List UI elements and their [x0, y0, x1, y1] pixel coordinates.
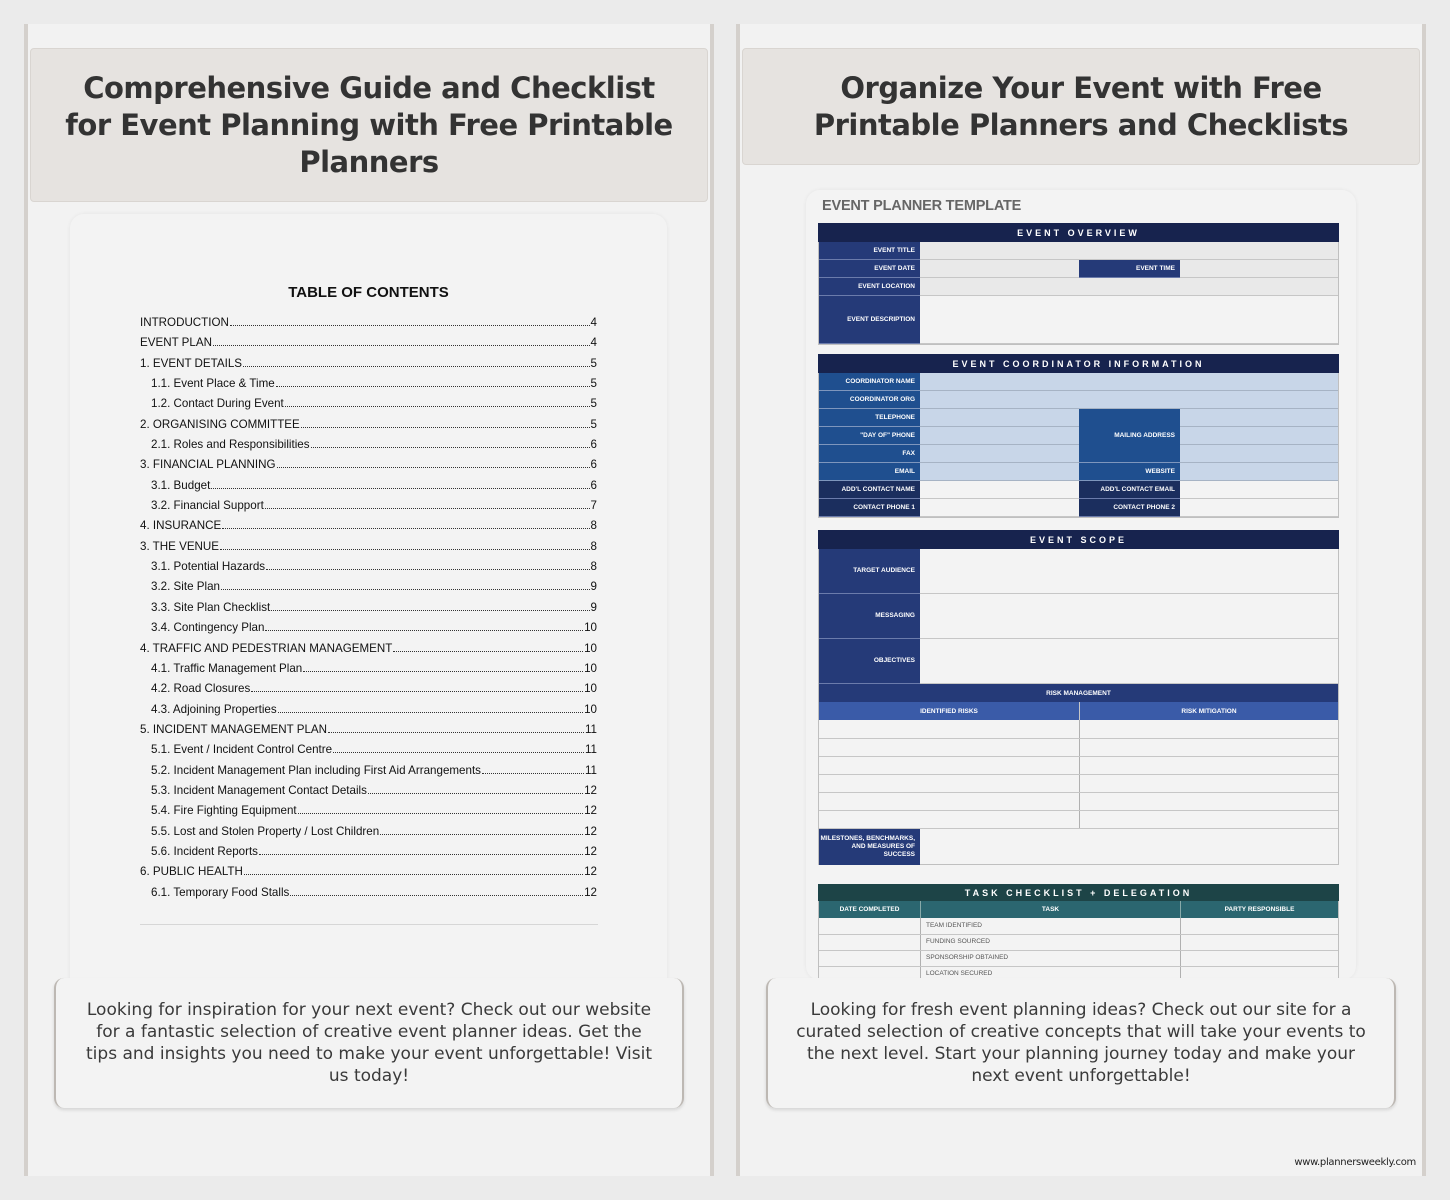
toc-leader-dots	[211, 480, 589, 489]
toc-leader-dots	[277, 459, 590, 468]
toc-entry-page: 10	[584, 661, 597, 675]
toc-entry-label: 4.1. Traffic Management Plan	[151, 661, 303, 675]
label-messaging: MESSAGING	[819, 594, 920, 639]
right-panel-title: Organize Your Event with Free Printable Planners and Checklists	[813, 70, 1349, 142]
toc-leader-dots	[285, 398, 590, 407]
toc-entry-label: 4. TRAFFIC AND PEDESTRIAN MANAGEMENT	[140, 641, 393, 655]
field-coordinator-org[interactable]	[920, 391, 1338, 409]
toc-entry-label: 4.2. Road Closures	[151, 682, 251, 696]
left-description-box	[54, 978, 684, 1108]
toc-entry-page: 12	[584, 844, 597, 858]
toc-entry[interactable]	[140, 540, 597, 560]
toc-entry-label: 5.5. Lost and Stolen Property / Lost Children	[151, 824, 380, 838]
event-scope-section	[818, 530, 1339, 865]
toc-entry-page: 7	[590, 499, 597, 513]
toc-leader-dots	[311, 439, 590, 448]
toc-entry-page: 8	[590, 539, 597, 553]
task-item: FUNDING SOURCED	[926, 938, 990, 945]
toc-leader-dots	[368, 785, 583, 794]
column-task: TASK	[920, 901, 1180, 918]
field-milestones[interactable]	[920, 829, 1338, 864]
risk-management-header: RISK MANAGEMENT	[819, 684, 1338, 702]
toc-leader-dots	[276, 378, 590, 387]
toc-entry-page: 12	[584, 783, 597, 797]
coordinator-section	[818, 354, 1339, 518]
toc-leader-dots	[230, 317, 590, 326]
field-telephone[interactable]	[920, 409, 1079, 427]
toc-entry[interactable]	[140, 682, 597, 702]
toc-leader-dots	[221, 581, 590, 590]
toc-entry[interactable]	[140, 804, 597, 824]
toc-leader-dots	[278, 704, 583, 713]
site-watermark: www.plannersweekly.com	[1294, 1157, 1416, 1168]
toc-entry-label: 3. THE VENUE	[140, 539, 220, 553]
toc-leader-dots	[265, 622, 583, 631]
toc-entry-page: 12	[584, 804, 597, 818]
label-event-title: EVENT TITLE	[819, 242, 920, 260]
field-mailing-address-2[interactable]	[1180, 427, 1338, 445]
toc-leader-dots	[244, 866, 583, 875]
field-coordinator-name[interactable]	[920, 373, 1338, 391]
right-description-box	[766, 978, 1396, 1108]
toc-entry[interactable]	[140, 438, 597, 458]
identified-risks-header: IDENTIFIED RISKS	[819, 702, 1079, 720]
toc-entry[interactable]	[140, 886, 597, 906]
toc-entry-label: 2. ORGANISING COMMITTEE	[140, 417, 300, 431]
coordinator-grid	[818, 373, 1339, 518]
toc-entry-label: 3.3. Site Plan Checklist	[151, 600, 271, 614]
toc-entry-page: 6	[590, 438, 597, 452]
field-event-time[interactable]	[1180, 260, 1338, 278]
toc-entry[interactable]	[140, 479, 597, 499]
toc-entry[interactable]	[140, 316, 597, 336]
event-overview-header: EVENT OVERVIEW	[818, 223, 1339, 242]
risk-row-line	[819, 792, 1338, 793]
label-event-date: EVENT DATE	[819, 260, 920, 278]
risk-row-line	[819, 738, 1338, 739]
toc-entry-label: 5.3. Incident Management Contact Details	[151, 783, 367, 797]
label-contact-phone-2: CONTACT PHONE 2	[1079, 499, 1180, 517]
toc-entry-page: 12	[584, 865, 597, 879]
toc-entry-page: 5	[590, 417, 597, 431]
toc-entry[interactable]	[140, 642, 597, 662]
toc-entry-page: 5	[590, 397, 597, 411]
toc-entry-label: 3.2. Financial Support	[151, 499, 264, 513]
toc-entry-label: 5. INCIDENT MANAGEMENT PLAN	[140, 722, 328, 736]
coordinator-header: EVENT COORDINATOR INFORMATION	[818, 354, 1339, 373]
field-addl-contact-email[interactable]	[1180, 481, 1338, 499]
toc-entry-page: 6	[590, 458, 597, 472]
label-event-time: EVENT TIME	[1079, 260, 1180, 278]
toc-entry-page: 10	[584, 702, 597, 716]
label-event-description: EVENT DESCRIPTION	[819, 296, 920, 344]
toc-entry[interactable]	[140, 601, 597, 621]
toc-leader-dots	[213, 337, 590, 346]
toc-entry-page: 6	[590, 478, 597, 492]
field-messaging[interactable]	[920, 594, 1338, 639]
right-panel	[736, 24, 1426, 1176]
toc-entry-label: 1.1. Event Place & Time	[151, 377, 275, 391]
label-website: WEBSITE	[1079, 463, 1180, 481]
field-target-audience[interactable]	[920, 549, 1338, 594]
risk-row-line	[819, 774, 1338, 775]
label-email: EMAIL	[819, 463, 920, 481]
toc-entry-label: 4.3. Adjoining Properties	[151, 702, 277, 716]
toc-entry-label: 2.1. Roles and Responsibilities	[151, 438, 310, 452]
task-checklist-header: TASK CHECKLIST + DELEGATION	[818, 884, 1339, 901]
label-telephone: TELEPHONE	[819, 409, 920, 427]
field-event-description[interactable]	[920, 296, 1338, 344]
event-overview-section	[818, 223, 1339, 345]
task-item: SPONSORSHIP OBTAINED	[926, 954, 1009, 961]
toc-entry-label: 5.1. Event / Incident Control Centre	[151, 743, 333, 757]
toc-entry[interactable]	[140, 336, 597, 356]
toc-entry[interactable]	[140, 743, 597, 763]
toc-leader-dots	[220, 541, 590, 550]
label-contact-phone-1: CONTACT PHONE 1	[819, 499, 920, 517]
field-objectives[interactable]	[920, 639, 1338, 684]
toc-entry-label: 3.2. Site Plan	[151, 580, 220, 594]
toc-leader-dots	[251, 683, 583, 692]
left-panel-title: Comprehensive Guide and Checklist for Event Planning with Free Printable Planners	[65, 70, 673, 179]
toc-entry[interactable]	[140, 723, 597, 743]
task-checklist-grid	[818, 901, 1339, 980]
toc-entry[interactable]	[140, 865, 597, 885]
field-mailing-address-1[interactable]	[1180, 409, 1338, 427]
label-coordinator-name: COORDINATOR NAME	[819, 373, 920, 391]
left-description: Looking for inspiration for your next event? Check out our website for a fantastic selection of creative event planner ideas. Get the tips and insights you need to make your event unforgettable! Visit us today!	[86, 1000, 652, 1086]
toc-entry-label: 6.1. Temporary Food Stalls	[151, 885, 290, 899]
task-item: TEAM IDENTIFIED	[926, 922, 982, 929]
toc-entry-page: 5	[590, 377, 597, 391]
label-fax: FAX	[819, 445, 920, 463]
toc-list	[140, 316, 597, 906]
label-milestones: MILESTONES, BENCHMARKS, AND MEASURES OF SUCCESS	[819, 829, 920, 865]
toc-entry-page: 5	[590, 356, 597, 370]
left-title-box	[30, 48, 708, 202]
toc-entry[interactable]	[140, 621, 597, 641]
event-overview-grid	[818, 242, 1339, 345]
toc-leader-dots	[266, 561, 589, 570]
column-date-completed: DATE COMPLETED	[819, 901, 920, 918]
left-panel	[24, 24, 714, 1176]
toc-entry[interactable]	[140, 418, 597, 438]
field-email[interactable]	[920, 463, 1079, 481]
field-fax[interactable]	[920, 445, 1079, 463]
label-addl-contact-email: ADD'L CONTACT EMAIL	[1079, 481, 1180, 499]
template-title: EVENT PLANNER TEMPLATE	[822, 198, 1022, 214]
toc-entry-label: 3. FINANCIAL PLANNING	[140, 458, 276, 472]
toc-leader-dots	[380, 826, 583, 835]
label-target-audience: TARGET AUDIENCE	[819, 549, 920, 594]
toc-entry-label: 4. INSURANCE	[140, 519, 222, 533]
toc-entry-label: 6. PUBLIC HEALTH	[140, 865, 243, 879]
risk-mitigation-header: RISK MITIGATION	[1079, 702, 1338, 720]
task-col-divider	[920, 918, 921, 980]
task-col-divider	[1180, 918, 1181, 980]
toc-entry[interactable]	[140, 784, 597, 804]
toc-entry[interactable]	[140, 662, 597, 682]
toc-entry-page: 11	[584, 763, 597, 777]
label-event-location: EVENT LOCATION	[819, 278, 920, 296]
toc-leader-dots	[265, 500, 590, 509]
toc-entry-page: 11	[584, 722, 597, 736]
toc-entry-page: 10	[584, 682, 597, 696]
toc-entry[interactable]	[140, 397, 597, 417]
toc-entry-page: 4	[590, 336, 597, 350]
toc-entry-page: 11	[584, 743, 597, 757]
field-addl-contact-name[interactable]	[920, 481, 1079, 499]
event-scope-header: EVENT SCOPE	[818, 530, 1339, 549]
field-day-of-phone[interactable]	[920, 427, 1079, 445]
toc-entry[interactable]	[140, 458, 597, 478]
toc-entry[interactable]	[140, 499, 597, 519]
toc-entry-label: 3.1. Budget	[151, 478, 211, 492]
toc-entry-page: 9	[590, 600, 597, 614]
toc-entry-page: 10	[584, 621, 597, 635]
toc-leader-dots	[259, 846, 583, 855]
toc-document[interactable]	[70, 214, 667, 994]
toc-entry[interactable]	[140, 377, 597, 397]
toc-leader-dots	[222, 520, 589, 529]
risk-row-line	[819, 756, 1338, 757]
field-event-location[interactable]	[920, 278, 1338, 296]
toc-entry[interactable]	[140, 764, 597, 784]
toc-leader-dots	[290, 887, 583, 896]
toc-entry-label: 3.1. Potential Hazards	[151, 560, 266, 574]
toc-entry[interactable]	[140, 519, 597, 539]
task-row-line	[819, 950, 1338, 951]
label-coordinator-org: COORDINATOR ORG	[819, 391, 920, 409]
field-contact-phone-1[interactable]	[920, 499, 1079, 517]
toc-entry-label: 5.6. Incident Reports	[151, 844, 258, 858]
toc-leader-dots	[482, 765, 584, 774]
right-description: Looking for fresh event planning ideas? Check out our site for a curated selection of creative concepts that will take your events to the next level. Start your planning journey today and make your next event unforgettable!	[796, 1000, 1366, 1086]
task-item: LOCATION SECURED	[926, 970, 993, 977]
toc-entry[interactable]	[140, 825, 597, 845]
toc-entry-page: 12	[584, 824, 597, 838]
task-checklist-section	[818, 884, 1339, 980]
toc-entry-page: 8	[590, 519, 597, 533]
field-event-date[interactable]	[920, 260, 1079, 278]
risk-row-line	[819, 810, 1338, 811]
label-mailing-address: MAILING ADDRESS	[1079, 409, 1180, 463]
toc-leader-dots	[303, 663, 583, 672]
document-divider	[140, 924, 598, 925]
toc-entry-label: EVENT PLAN	[140, 336, 212, 350]
toc-leader-dots	[393, 643, 583, 652]
event-planner-template[interactable]	[806, 190, 1356, 980]
toc-entry-label: 1. EVENT DETAILS	[140, 356, 243, 370]
toc-entry-label: 3.4. Contingency Plan	[151, 621, 265, 635]
toc-entry-label: INTRODUCTION	[140, 316, 229, 329]
toc-entry[interactable]	[140, 845, 597, 865]
toc-entry-page: 8	[590, 560, 597, 574]
toc-leader-dots	[328, 724, 584, 733]
toc-leader-dots	[298, 805, 583, 814]
field-mailing-address-3[interactable]	[1180, 445, 1338, 463]
label-addl-contact-name: ADD'L CONTACT NAME	[819, 481, 920, 499]
event-scope-grid	[818, 549, 1339, 865]
toc-leader-dots	[333, 744, 584, 753]
toc-entry[interactable]	[140, 580, 597, 600]
toc-entry-page: 9	[590, 580, 597, 594]
toc-entry-label: 5.2. Incident Management Plan including First Aid Arrangements	[151, 763, 481, 777]
task-row-line	[819, 934, 1338, 935]
field-event-title[interactable]	[920, 242, 1338, 260]
field-contact-phone-2[interactable]	[1180, 499, 1338, 517]
toc-entry-label: 1.2. Contact During Event	[151, 397, 284, 411]
toc-entry-page: 10	[584, 641, 597, 655]
toc-title: TABLE OF CONTENTS	[288, 284, 449, 301]
toc-entry[interactable]	[140, 703, 597, 723]
toc-entry-page: 12	[584, 885, 597, 899]
toc-leader-dots	[271, 602, 589, 611]
toc-entry-page: 4	[590, 316, 597, 329]
toc-leader-dots	[301, 419, 590, 428]
field-website[interactable]	[1180, 463, 1338, 481]
label-objectives: OBJECTIVES	[819, 639, 920, 684]
label-day-of-phone: "DAY OF" PHONE	[819, 427, 920, 445]
right-title-box	[742, 48, 1420, 165]
column-party-responsible: PARTY RESPONSIBLE	[1180, 901, 1338, 918]
toc-entry-label: 5.4. Fire Fighting Equipment	[151, 804, 297, 818]
toc-leader-dots	[243, 358, 590, 367]
toc-entry[interactable]	[140, 357, 597, 377]
task-row-line	[819, 966, 1338, 967]
toc-entry[interactable]	[140, 560, 597, 580]
